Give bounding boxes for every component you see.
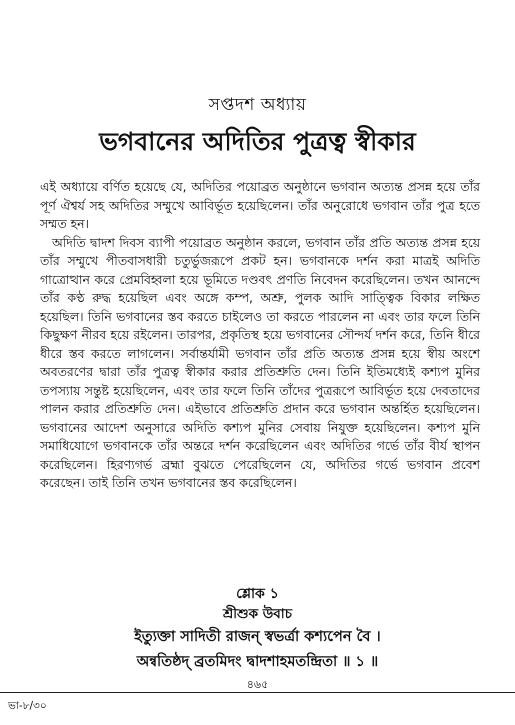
verse-speaker: শ্রীশুক উবাচ bbox=[222, 606, 293, 622]
chapter-title: ভগবানের অদিতির পুত্রত্ব স্বীকার bbox=[99, 127, 416, 156]
chapter-label: সপ্তদশ অধ্যায় bbox=[208, 95, 307, 115]
verse-number: শ্লোক ১ bbox=[236, 586, 279, 602]
page-number: ৪৬৫ bbox=[246, 678, 269, 691]
chapter-summary bbox=[40, 178, 480, 493]
verse-line: অন্বতিষ্ঠদ্ ব্রতমিদং দ্বাদশাহমতন্দ্রিতা ॥ ১ ॥ bbox=[136, 654, 379, 670]
summary-paragraph: অদিতি দ্বাদশ দিবস ব্যাপী পয়োব্রত অনুষ্ঠান করলে, ভগবান তাঁর প্রতি অত্যন্ত প্রসন্ন হয়ে তাঁর সম্মুখে পীতবাসধারী চতুর্ভুজরূপে প্রকট হন। ভগবানকে দর্শন করা মাত্রই অদিতি গাত্রোত্থান করে প্রেমবিহ্বলা হয়ে ভূমিতে দণ্ডবৎ প্রণতি নিবেদন করেছিলেন। তখন আনন্দে তাঁর কণ্ঠ রুদ্ধ হয়েছিল এবং অঙ্গে কম্প, অশ্রু, পুলক আদি সাত্ত্বিক বিকার লক্ষিত হয়েছিল। তিনি ভগবানের স্তব করতে চাইলেও তা করতে পারলেন না এবং তার ফলে তিনি কিছুক্ষণ নীরব হয়ে রইলেন। তারপর, প্রকৃতিস্থ হয়ে ভগবানের সৌন্দর্য দর্শন করে, তিনি ধীরে ধীরে স্তব করতে লাগলেন। সর্বান্তর্যামী ভগবান তাঁর প্রতি অত্যন্ত প্রসন্ন হয়ে স্বীয় অংশে অবতরণের দ্বারা তাঁর পুত্রত্ব স্বীকার করার প্রতিশ্রুতি দেন। তিনি ইতিমধ্যেই কশ্যপ মুনির তপস্যায় সন্তুষ্ট হয়েছিলেন, এবং তার ফলে তিনি তাঁদের পুত্ররূপে আবির্ভূত হয়ে দেবতাদের পালন করার প্রতিশ্রুতি দেন। এইভাবে প্রতিশ্রুতি প্রদান করে ভগবান অন্তর্হিত হয়েছিলেন। ভগবানের আদেশ অনুসারে অদিতি কশ্যপ মুনির সেবায় নিযুক্ত হয়েছিলেন। কশ্যপ মুনি সমাধিযোগে ভগবানকে তাঁর অন্তরে দর্শন করেছিলেন এবং অদিতির গর্ভে তাঁর বীর্য স্থাপন করেছিলেন। হিরণ্যগর্ভ ব্রহ্মা বুঝতে পেরেছিলেন যে, অদিতির গর্ভে ভগবান প্রবেশ করেছেন। তাই তিনি তখন ভগবানের স্তব করেছিলেন। bbox=[40, 234, 480, 490]
footer-divider bbox=[0, 692, 515, 693]
signature-mark: ভা-৮/৩০ bbox=[8, 700, 47, 712]
summary-paragraph: এই অধ্যায়ে বর্ণিত হয়েছে যে, অদিতির পয়োব্রত অনুষ্ঠানে ভগবান অত্যন্ত প্রসন্ন হয়ে তাঁর পূর্ণ ঐশ্বর্য সহ অদিতির সম্মুখে আবির্ভূত হয়েছিলেন। তাঁর অনুরোধে ভগবান তাঁর পুত্র হতে সম্মত হন। bbox=[40, 179, 480, 231]
verse-line: ইত্যুক্তা সাদিতী রাজন্ স্বভর্ত্রা কশ্যপেন বৈ । bbox=[134, 629, 381, 645]
